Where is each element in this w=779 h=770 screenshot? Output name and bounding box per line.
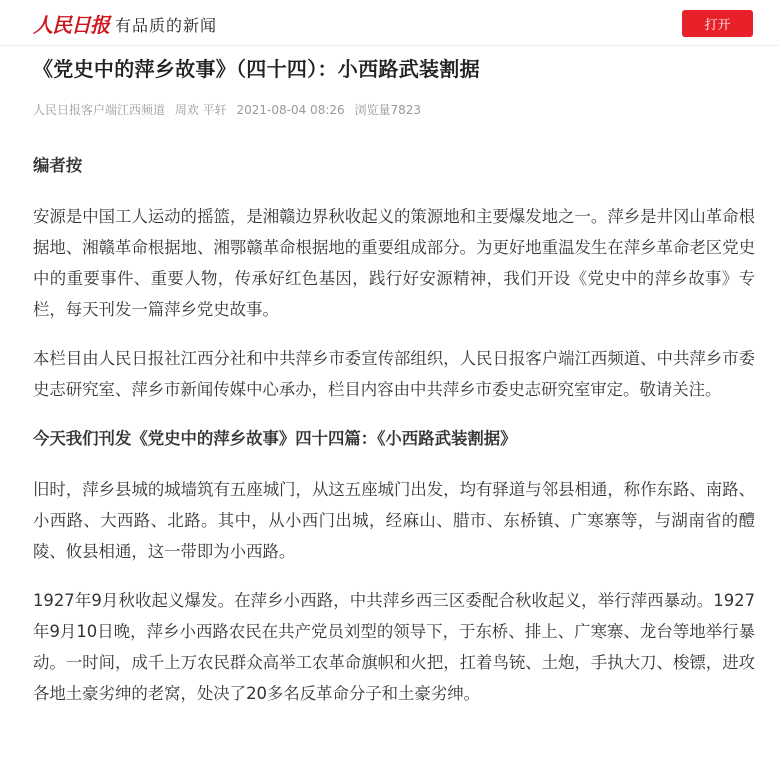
- today-heading: 今天我们刊发《党史中的萍乡故事》四十四篇：《小西路武装割据》: [33, 429, 517, 448]
- article-source: 人民日报客户端江西频道: [33, 103, 166, 117]
- editor-note-heading: 编者按: [33, 156, 83, 175]
- article-body: [33, 150, 755, 727]
- open-app-button[interactable]: 打开: [682, 10, 753, 37]
- top-bar: [0, 0, 779, 46]
- paragraph: 安源是中国工人运动的摇篮，是湘赣边界秋收起义的策源地和主要爆发地之一。萍乡是井冈山革命根据地、湘赣革命根据地、湘鄂赣革命根据地的重要组成部分。为更好地重温发生在萍乡革命老区党史中的重要事件、重要人物，传承好红色基因，践行好安源精神，我们开设《党史中的萍乡故事》专栏，每天刊发一篇萍乡党史故事。: [33, 207, 755, 319]
- article-views: 浏览量7823: [354, 103, 422, 117]
- slogan: 有品质的新闻: [115, 16, 218, 35]
- article-authors: 周欢 平轩: [174, 103, 227, 117]
- article-meta: [33, 101, 427, 118]
- paragraph: 1927年9月秋收起义爆发。在萍乡小西路，中共萍乡西三区委配合秋收起义，举行萍西暴动。1927年9月10日晚，萍乡小西路农民在共产党员刘型的领导下，于东桥、排上、广寒寨、龙台等地举行暴动。一时间，成千上万农民群众高举工农革命旗帜和火把，扛着鸟铳、土炮，手执大刀、梭镖，进攻各地土豪劣绅的老窝，处决了20多名反革命分子和土豪劣绅。: [33, 591, 755, 703]
- article-title: 《党史中的萍乡故事》（四十四）：小西路武装割据: [33, 57, 480, 81]
- article-datetime: 2021-08-04 08:26: [236, 103, 345, 117]
- paragraph: 旧时，萍乡县城的城墙筑有五座城门，从这五座城门出发，均有驿道与邻县相通，称作东路、南路、小西路、大西路、北路。其中，从小西门出城，经麻山、腊市、东桥镇、广寒寨等，与湖南省的醴陵、攸县相通，这一带即为小西路。: [33, 480, 755, 561]
- paragraph: 本栏目由人民日报社江西分社和中共萍乡市委宣传部组织，人民日报客户端江西频道、中共萍乡市委史志研究室、萍乡市新闻传媒中心承办，栏目内容由中共萍乡市委史志研究室审定。敬请关注。: [33, 349, 755, 399]
- people-daily-logo[interactable]: 人民日报: [33, 13, 109, 37]
